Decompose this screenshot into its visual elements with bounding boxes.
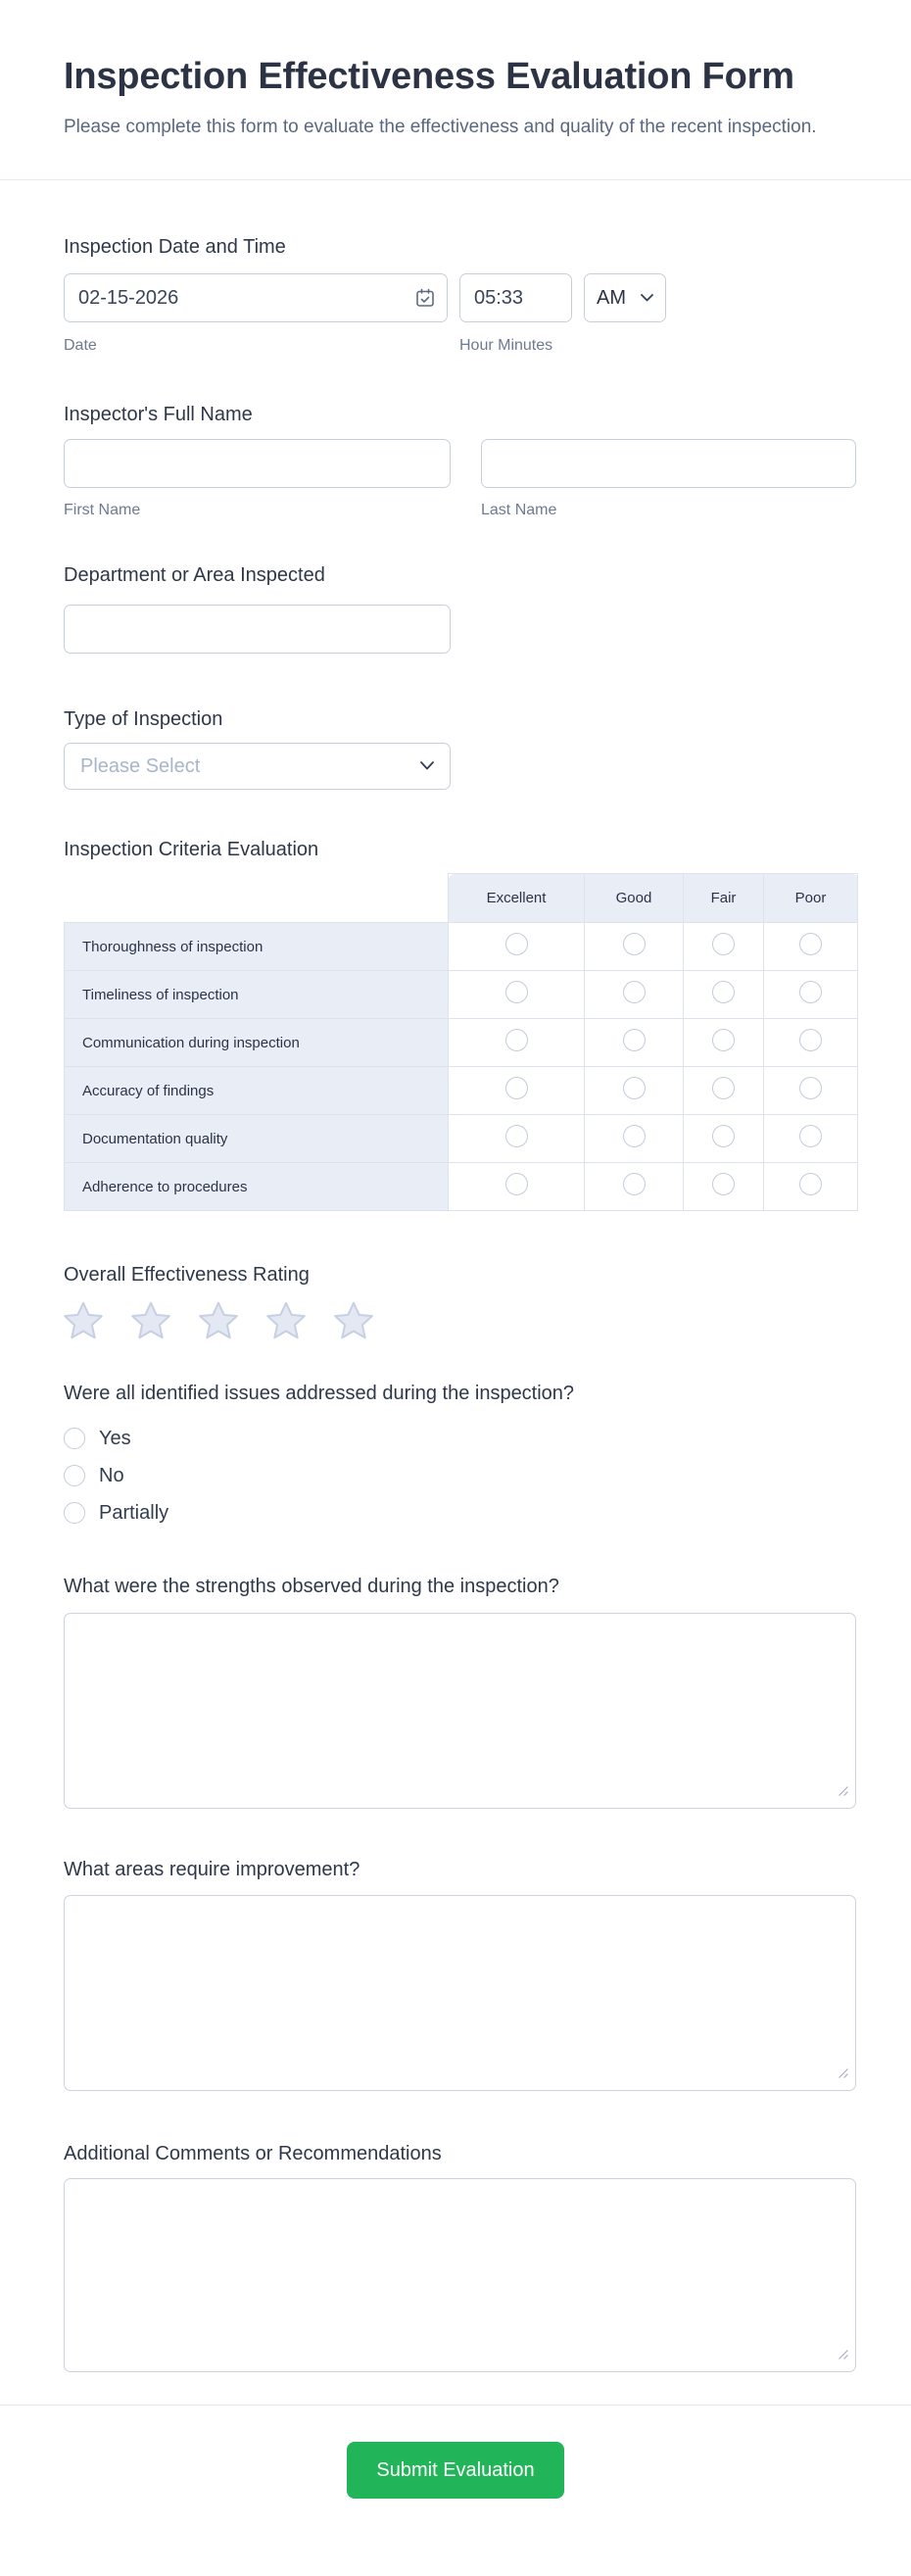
criteria-row-label: Adherence to procedures	[65, 1163, 449, 1211]
last-name-sublabel: Last Name	[481, 502, 557, 518]
criteria-radio-cell	[764, 1067, 858, 1115]
criteria-radio-cell	[449, 971, 585, 1019]
criteria-column-header: Good	[585, 874, 684, 923]
date-sublabel: Date	[64, 337, 97, 354]
section-strengths	[64, 1577, 856, 1809]
criteria-radio[interactable]	[505, 1173, 528, 1195]
section-inspection-type	[64, 709, 856, 790]
criteria-row-label: Thoroughness of inspection	[65, 923, 449, 971]
issues-option-yes[interactable]	[64, 1428, 856, 1449]
criteria-radio[interactable]	[712, 1077, 735, 1099]
strengths-label: What were the strengths observed during the inspection?	[64, 1576, 559, 1597]
calendar-icon[interactable]	[414, 287, 436, 314]
criteria-radio[interactable]	[799, 981, 822, 1003]
star-icon[interactable]	[334, 1301, 373, 1339]
ampm-select[interactable]	[584, 273, 666, 322]
chevron-down-icon	[641, 289, 653, 307]
criteria-radio[interactable]	[712, 933, 735, 955]
criteria-radio[interactable]	[505, 1077, 528, 1099]
ampm-value: AM	[597, 286, 626, 309]
radio-label: Yes	[99, 1427, 131, 1449]
section-datetime	[64, 237, 856, 354]
criteria-radio[interactable]	[505, 1029, 528, 1051]
criteria-radio-cell	[585, 971, 684, 1019]
criteria-column-header: Excellent	[449, 874, 585, 923]
name-sublabels	[64, 503, 856, 518]
datetime-row	[64, 273, 856, 322]
inspection-type-label: Type of Inspection	[64, 708, 223, 730]
criteria-radio[interactable]	[623, 1077, 646, 1099]
criteria-radio-cell	[585, 1067, 684, 1115]
improvement-textarea-wrap	[64, 1895, 856, 2091]
criteria-radio-cell	[764, 1115, 858, 1163]
date-input-shell	[64, 273, 448, 322]
criteria-radio-cell	[764, 1163, 858, 1211]
criteria-radio[interactable]	[623, 1125, 646, 1147]
criteria-radio-cell	[684, 923, 764, 971]
section-department	[64, 565, 856, 654]
issues-options	[64, 1428, 856, 1524]
star-icon[interactable]	[266, 1301, 306, 1339]
criteria-row-label: Documentation quality	[65, 1115, 449, 1163]
star-icon[interactable]	[199, 1301, 238, 1339]
criteria-radio[interactable]	[799, 1077, 822, 1099]
criteria-radio-cell	[684, 1115, 764, 1163]
comments-textarea-wrap	[64, 2178, 856, 2372]
criteria-radio[interactable]	[623, 1029, 646, 1051]
first-name-field[interactable]	[64, 439, 451, 488]
improvement-textarea[interactable]	[64, 1895, 856, 2091]
criteria-radio[interactable]	[505, 933, 528, 955]
criteria-radio-cell	[764, 1019, 858, 1067]
table-row	[65, 923, 858, 971]
form-footer	[0, 2406, 911, 2549]
criteria-radio[interactable]	[712, 1125, 735, 1147]
criteria-radio-cell	[684, 1067, 764, 1115]
datetime-label: Inspection Date and Time	[64, 236, 286, 258]
improvement-label: What areas require improvement?	[64, 1859, 360, 1880]
radio-icon[interactable]	[64, 1428, 85, 1449]
criteria-radio-cell	[764, 971, 858, 1019]
radio-icon[interactable]	[64, 1465, 85, 1486]
criteria-radio[interactable]	[712, 1029, 735, 1051]
criteria-radio-cell	[449, 1019, 585, 1067]
criteria-radio-cell	[449, 1115, 585, 1163]
criteria-column-header: Fair	[684, 874, 764, 923]
criteria-radio-cell	[585, 1019, 684, 1067]
inspector-name-label: Inspector's Full Name	[64, 404, 253, 425]
page-title: Inspection Effectiveness Evaluation Form	[64, 56, 794, 97]
criteria-radio-cell	[684, 1019, 764, 1067]
section-criteria	[64, 840, 856, 1211]
criteria-radio[interactable]	[799, 1029, 822, 1051]
criteria-radio-cell	[585, 923, 684, 971]
criteria-radio[interactable]	[623, 1173, 646, 1195]
criteria-row-label: Communication during inspection	[65, 1019, 449, 1067]
name-row	[64, 439, 856, 488]
comments-label: Additional Comments or Recommendations	[64, 2143, 442, 2164]
criteria-radio-cell	[449, 1067, 585, 1115]
department-field[interactable]	[64, 605, 451, 654]
criteria-corner-cell	[65, 874, 449, 923]
table-row	[65, 971, 858, 1019]
star-rating	[64, 1301, 856, 1339]
comments-textarea[interactable]	[64, 2178, 856, 2372]
section-issues	[64, 1384, 856, 1524]
criteria-radio[interactable]	[799, 933, 822, 955]
form-header	[0, 0, 911, 180]
criteria-radio[interactable]	[799, 1125, 822, 1147]
select-placeholder: Please Select	[80, 754, 201, 777]
issues-option-no[interactable]	[64, 1465, 856, 1486]
date-input[interactable]	[64, 273, 448, 322]
criteria-radio-cell	[684, 971, 764, 1019]
table-row	[65, 1067, 858, 1115]
criteria-label: Inspection Criteria Evaluation	[64, 839, 319, 860]
department-label: Department or Area Inspected	[64, 564, 325, 586]
criteria-radio[interactable]	[799, 1173, 822, 1195]
chevron-down-icon	[420, 757, 434, 775]
star-icon[interactable]	[64, 1301, 103, 1339]
criteria-column-header: Poor	[764, 874, 858, 923]
criteria-header-row	[65, 874, 858, 923]
form-body	[0, 237, 911, 2372]
time-input[interactable]	[459, 273, 572, 322]
submit-button[interactable]: Submit Evaluation	[347, 2442, 564, 2499]
issues-question-label: Were all identified issues addressed during the inspection?	[64, 1383, 575, 1404]
star-icon[interactable]	[131, 1301, 170, 1339]
strengths-textarea[interactable]	[64, 1613, 856, 1809]
criteria-radio[interactable]	[623, 933, 646, 955]
criteria-radio-cell	[585, 1163, 684, 1211]
table-row	[65, 1019, 858, 1067]
criteria-radio[interactable]	[712, 1173, 735, 1195]
section-comments	[64, 2144, 856, 2372]
criteria-radio-cell	[449, 923, 585, 971]
criteria-row-label: Timeliness of inspection	[65, 971, 449, 1019]
datetime-sublabels	[64, 338, 856, 354]
criteria-body	[65, 923, 858, 1211]
criteria-radio[interactable]	[505, 981, 528, 1003]
radio-icon[interactable]	[64, 1502, 85, 1524]
form-subtitle: Please complete this form to evaluate the effectiveness and quality of the recent inspection.	[64, 117, 817, 137]
table-row	[65, 1163, 858, 1211]
criteria-table	[64, 873, 858, 1211]
section-improvement	[64, 1860, 856, 2091]
first-name-sublabel: First Name	[64, 502, 141, 518]
criteria-radio[interactable]	[505, 1125, 528, 1147]
table-row	[65, 1115, 858, 1163]
section-rating	[64, 1265, 856, 1339]
inspection-type-select[interactable]	[64, 743, 451, 790]
radio-label: Partially	[99, 1501, 169, 1524]
last-name-field[interactable]	[481, 439, 856, 488]
strengths-textarea-wrap	[64, 1613, 856, 1809]
criteria-radio[interactable]	[712, 981, 735, 1003]
criteria-radio-cell	[449, 1163, 585, 1211]
time-sublabel: Hour Minutes	[459, 337, 553, 354]
rating-label: Overall Effectiveness Rating	[64, 1264, 310, 1286]
criteria-radio[interactable]	[623, 981, 646, 1003]
criteria-radio-cell	[764, 923, 858, 971]
radio-label: No	[99, 1464, 124, 1486]
issues-option-partially[interactable]	[64, 1502, 856, 1524]
criteria-row-label: Accuracy of findings	[65, 1067, 449, 1115]
section-inspector-name	[64, 405, 856, 518]
criteria-radio-cell	[585, 1115, 684, 1163]
criteria-radio-cell	[684, 1163, 764, 1211]
